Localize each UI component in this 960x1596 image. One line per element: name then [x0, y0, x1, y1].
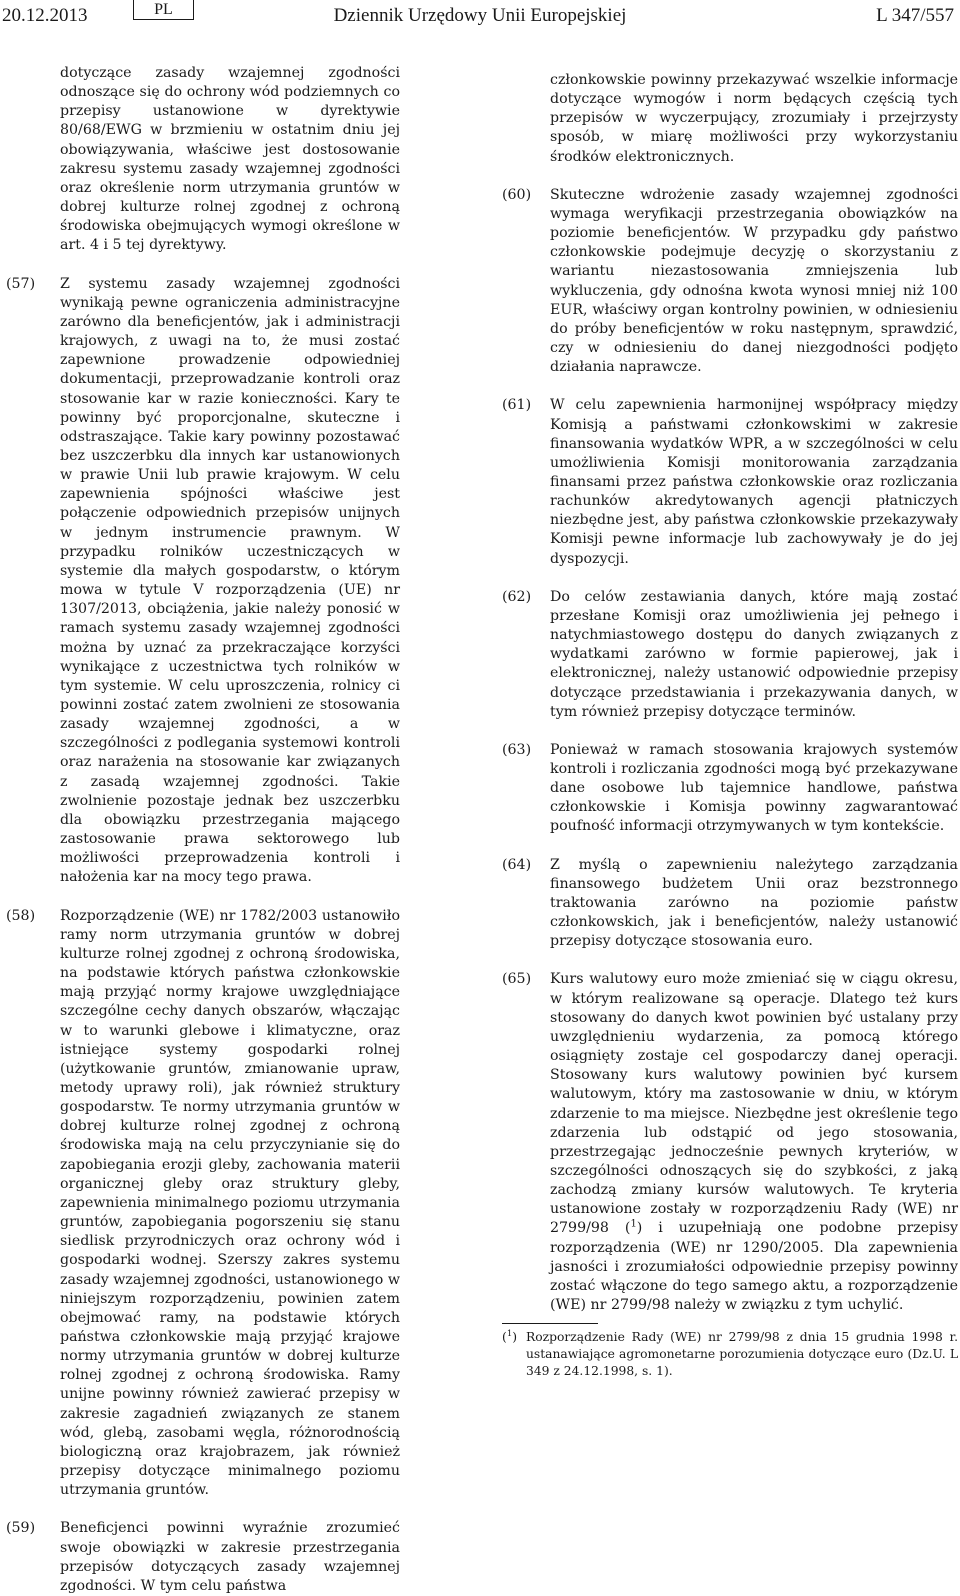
recital-number: (64)	[502, 856, 532, 873]
recital-number: (57)	[6, 275, 36, 292]
footnote	[502, 1329, 958, 1380]
recital-60	[502, 186, 958, 378]
recital-text-continued: ) i uzupełniają one podobne przepisy rozporządzenia (WE) nr 1290/2005. Dla zapewnienia jasności i zrozumiałości odpowiednie przepisy powinny zostać włączone do tego samego aktu, a rozporządzenie (WE) nr 2799/98 należy w związku z tym uchylić.	[550, 1220, 959, 1314]
recital-number: (62)	[502, 588, 532, 605]
footnote-marker: ($^1$)	[502, 1328, 518, 1344]
recital-59-continued	[502, 71, 958, 167]
recital-text: Ponieważ w ramach stosowania krajowych systemów kontroli i rozliczania zgodności mogą być przekazywane dane osobowe lub tajemnice handlowe, państwa członkowskie i Komisja powinny zagwarantować poufność informacji otrzymywanych w tym kontekście.	[550, 741, 958, 835]
recital-text: dotyczące zasady wzajemnej zgodności odnoszące się do ochrony wód podziemnych co przepisy ustanowione w dyrektywie 80/68/EWG w brzmieniu w ostatnim dniu jej obowiązywania, właściwe jest dostosowanie zakresu systemu zasady wzajemnej zgodności oraz określenie norm utrzymania gruntów w dobrej kulturze rolnej zgodnej z ochroną środowiska obejmujących wymogi określone w art. 4 i 5 tej dyrektywy.	[60, 65, 400, 254]
recital-58	[0, 907, 400, 1501]
journal-title: Dziennik Urzędowy Unii Europejskiej	[333, 5, 627, 26]
recital-number: (63)	[502, 741, 532, 758]
footnote-reference[interactable]: 1	[630, 1218, 637, 1230]
recital-57	[0, 275, 400, 888]
recital-text: Z myślą o zapewnieniu należytego zarządzania finansowego budżetem Unii oraz bezstronnego traktowania zarówno na poziomie państw członkowskich, jak i beneficjentów, należy ustanowić przepisy dotyczące stosowania euro.	[550, 856, 958, 950]
recital-text: członkowskie powinny przekazywać wszelkie informacje dotyczące wymogów i norm będących częścią tych przepisów w wyczerpujący, zrozumiały i przejrzysty sposób, w miarę możliwości przy wykorzystaniu środków elektronicznych.	[550, 72, 958, 165]
recital-number: (65)	[502, 971, 532, 988]
recital-text: Beneficjenci powinni wyraźnie zrozumieć swoje obowiązki w zakresie przestrzegania przepisów dotyczących zasady wzajemnej zgodności. W tym celu państwa	[60, 1520, 400, 1594]
publication-date: 20.12.2013	[2, 5, 88, 26]
footnote-divider	[502, 1323, 598, 1324]
recital-number: (58)	[6, 907, 36, 924]
recital-number: (59)	[6, 1520, 36, 1537]
left-column	[0, 64, 400, 1596]
recital-text: Kurs walutowy euro może zmieniać się w ciągu okresu, w którym realizowane są operacje. Dlatego też kurs stosowany do danych kwot powinien być ustalany przy uwzględnieniu wydarzenia, za pomocą którego osiągnięty zostaje cel gospodarczy danej operacji. Stosowany kurs walutowy powinien być kursem walutowym, który ma zastosowanie w dniu, w którym zdarzenie to ma miejsce. Niezbędne jest określenie tego zdarzenia lub odstąpić od jego stosowania, przestrzegając jednocześnie pewnych kryteriów, w szczególności odnoszących się do szybkości, z jaką zachodzą zmiany kursów walutowych. Te kryteria ustanowione zostały w rozporządzeniu Rady (WE) nr 2799/98 (	[550, 971, 958, 1237]
recital-text: Skuteczne wdrożenie zasady wzajemnej zgodności wymaga weryfikacji przestrzegania obowiązków na poziomie beneficjentów. W przypadku gdy państwo członkowskie podejmuje decyzję o skorzystaniu z wariantu niezastosowania zmniejszenia lub wykluczenia, gdy odnośna kwota wynosi mniej niż 100 EUR, właściwy organ kontrolny powinien, w odniesieniu do próby beneficjentów w roku następnym, sprawdzić, czy w odniesieniu do danej niezgodności podjęto działania naprawcze.	[550, 186, 958, 376]
recital-text: Z systemu zasady wzajemnej zgodności wynikają pewne ograniczenia administracyjne zarówno dla beneficjentów, jak i administracji krajowych, z uwagi na to, że musi zostać zapewnione prowadzenie odpowiedniej dokumentacji, przeprowadzanie kontroli oraz stosowanie kar w razie konieczności. Kary te powinny być proporcjonalne, skuteczne i odstraszające. Takie kary powinny pozostawać bez uszczerbku dla innych kar ustanowionych w prawie Unii lub prawie krajowym. W celu zapewnienia spójności właściwe jest połączenie odpowiednich przepisów unijnych w jednym instrumencie prawnym. W przypadku rolników uczestniczących w systemie dla małych gospodarstw, o którym mowa w tytule V rozporządzenia (UE) nr 1307/2013, obciążenia, jakie należy ponosić w ramach systemu zasady wzajemnej zgodności można by uznać za przekraczające korzyści wynikające z uczestnictwa tych rolników w tym systemie. W celu uproszczenia, rolnicy ci powinni zostać zatem zwolnieni ze stosowania zasady wzajemnej zgodności, a w szczególności z podlegania systemowi kontroli oraz narażenia na stosowanie kar związanych z zasadą wzajemnej zgodności. Takie zwolnienie pozostaje jednak bez uszczerbku dla obowiązku przestrzegania mającego zastosowanie prawa sektorowego lub możliwości przeprowadzenia kontroli i nałożenia kar na mocy tego prawa.	[60, 275, 400, 886]
footnote-text: Rozporządzenie Rady (WE) nr 2799/98 z dnia 15 grudnia 1998 r. ustanawiające agromonetarne porozumienia dotyczące euro (Dz.U. L 349 z 24.12.1998, s. 1).	[526, 1330, 958, 1378]
recital-text: Rozporządzenie (WE) nr 1782/2003 ustanowiło ramy norm utrzymania gruntów w dobrej kulturze rolnej zgodnej z ochroną środowiska, na podstawie których państwa członkowskie mają przyjąć normy krajowe uwzględniające szczególne cechy danych obszarów, włączając w to warunki glebowe i klimatyczne, oraz istniejące systemy gospodarki rolnej (użytkowanie gruntów, zmianowanie upraw, metody uprawy roli), jak również struktury gospodarstw. Te normy utrzymania gruntów w dobrej kulturze rolnej zgodnej z ochroną środowiska mają na celu przyczynianie się do zapobiegania erozji gleby, zachowania materii organicznej gleby oraz struktury gleby, zapewnienia minimalnego poziomu utrzymania gruntów, zapobiegania pogorszeniu się stanu siedlisk przyrodniczych oraz ochrony wód i gospodarki wodnej. Szerszy zakres systemu zasady wzajemnej zgodności, ustanowionego w niniejszym rozporządzeniu, powinien zatem obejmować ramy, na podstawie których państwa członkowskie mają przyjąć krajowe normy utrzymania gruntów w dobrej kulturze rolnej zgodnej z ochroną środowiska. Ramy unijne powinny również zawierać przepisy w zakresie zagadnień związanych ze stanem wód, glebą, zasobami węgla, różnorodnością biologiczną oraz krajobrazem, jak również przepisy dotyczące minimalnego poziomu utrzymania gruntów.	[60, 907, 400, 1499]
recital-62	[502, 588, 958, 722]
recital-number: (61)	[502, 397, 532, 414]
recital-65	[502, 970, 958, 1315]
page-header	[0, 0, 960, 40]
recital-63	[502, 741, 958, 837]
language-badge: PL	[133, 0, 194, 20]
recital-64	[502, 856, 958, 952]
recital-continued	[0, 64, 400, 256]
recital-61	[502, 396, 958, 568]
recital-number: (60)	[502, 186, 532, 203]
recital-text: W celu zapewnienia harmonijnej współpracy między Komisją a państwami członkowskimi w zakresie finansowania wydatków WPR, a w szczególności w celu umożliwienia Komisji monitorowania zarządzania finansami przez państwa członkowskie oraz rozliczania rachunków akredytowanych agencji płatniczych niezbędne jest, aby państwa członkowskie przekazywały Komisji pewne informacje lub zachowywały je do jej dyspozycji.	[550, 397, 958, 567]
recital-59	[0, 1519, 400, 1596]
recital-text: Do celów zestawiania danych, które mają zostać przesłane Komisji oraz umożliwienia jej pełnego i natychmiastowego dostępu do danych związanych z wydatkami zarówno w formie papierowej, jak i elektronicznej, należy ustanowić odpowiednie przepisy dotyczące przedstawiania i przekazywania danych, w tym również przepisy dotyczące terminów.	[550, 588, 958, 720]
page-reference: L 347/557	[876, 5, 954, 26]
right-column	[502, 71, 958, 1315]
